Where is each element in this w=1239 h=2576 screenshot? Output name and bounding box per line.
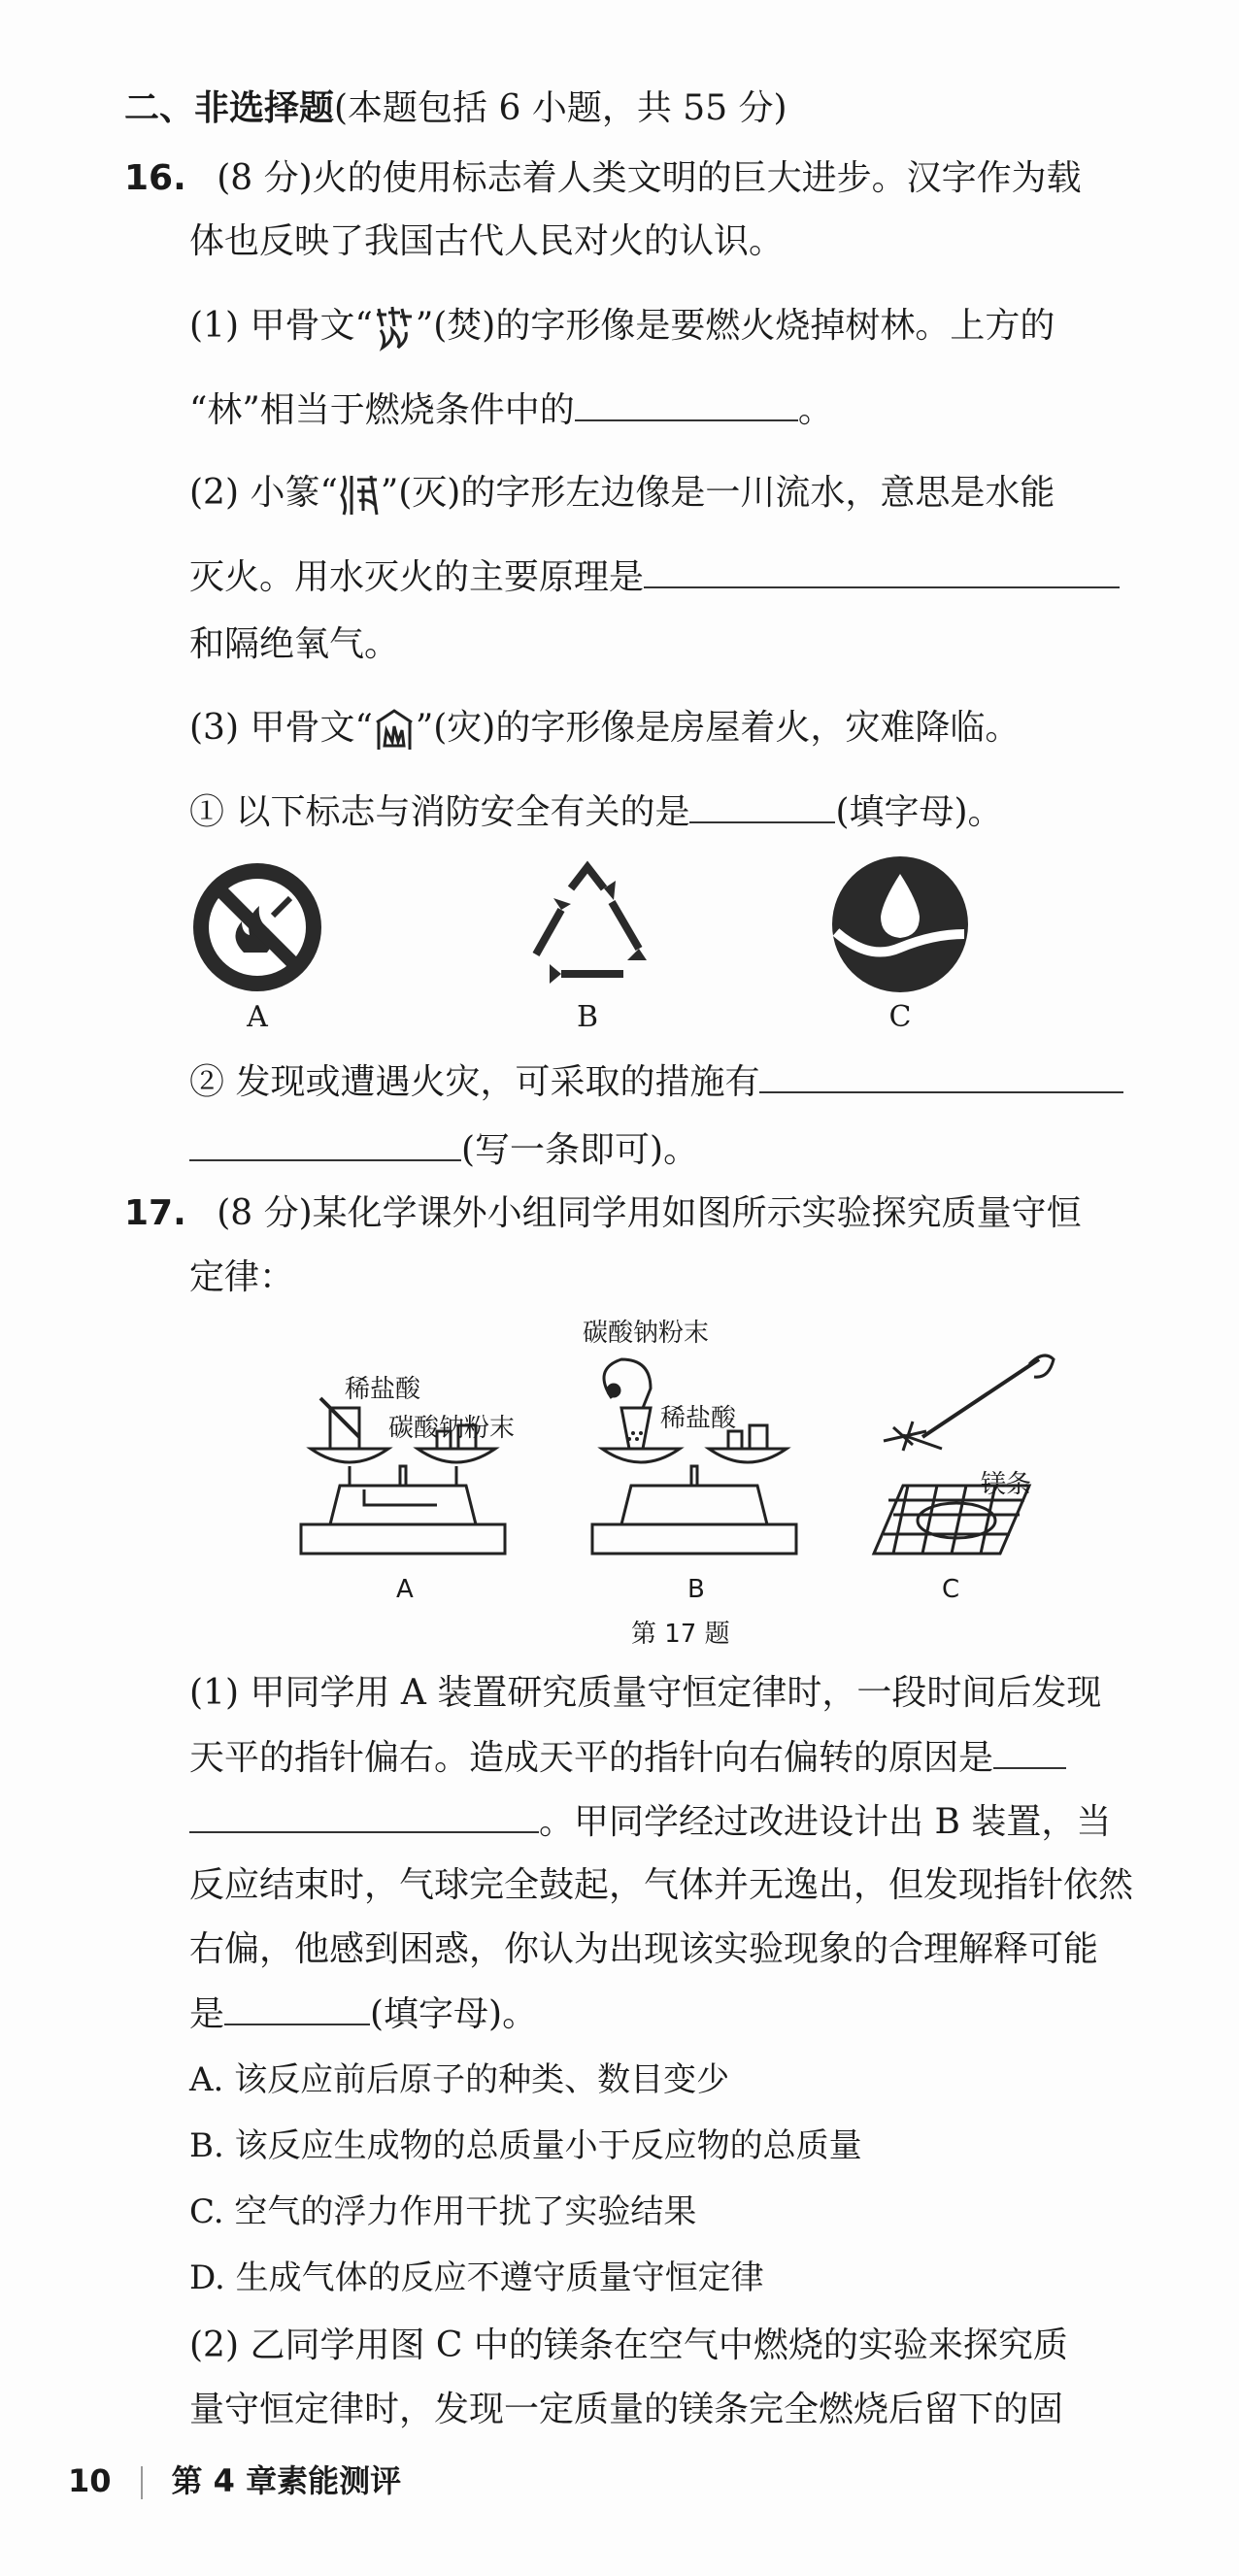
q17-part2-line-2: 量守恒定律时，发现一定质量的镁条完全燃烧后留下的固 <box>189 2390 1064 2429</box>
section-title <box>124 85 787 132</box>
q17-p1-answer-blank-2[interactable] <box>189 1798 539 1833</box>
q17-p1-text-6b: (填字母)。 <box>370 1994 538 2034</box>
label-c-magnesium-ribbon: 镁条 <box>981 1470 1032 1499</box>
apparatus-b-balance-icon <box>583 1350 806 1563</box>
q16-p1-text-c: “林”相当于燃烧条件中的 <box>189 390 575 430</box>
q17-choice-a: A. 该反应前后原子的种类、数目变少 <box>189 2060 730 2099</box>
q16-part2-line-1 <box>189 470 1055 519</box>
apparatus-c-caption: C <box>942 1575 960 1604</box>
q16-part3-line-1 <box>189 705 1020 753</box>
q17-intro-1: (8 分)某化学课外小组同学用如图所示实验探究质量守恒 <box>217 1193 1082 1233</box>
q16-p3-text-a: (3) 甲骨文“ <box>189 708 373 748</box>
q16-p1-answer-blank[interactable] <box>575 386 798 421</box>
q16-p3-q2-answer-blank-2[interactable] <box>189 1126 461 1161</box>
mie-seal-glyph-icon <box>338 472 381 519</box>
footer-separator <box>141 2466 143 2499</box>
q16-p3-text-b: ”(灾)的字形像是房屋着火，灾难降临。 <box>415 708 1021 748</box>
q17-p1-text-2: 天平的指针偏右。造成天平的指针向右偏转的原因是 <box>189 1738 994 1778</box>
q16-p3-q2-answer-blank-1[interactable] <box>759 1058 1123 1093</box>
sign-a-no-fire-icon <box>189 859 325 995</box>
q16-p1-end: 。 <box>797 390 833 430</box>
q17-number: 17. <box>124 1193 186 1233</box>
q16-p1-text-a: (1) 甲骨文“ <box>189 306 373 346</box>
q17-p1-text-3: 。甲同学经过改进设计出 B 装置，当 <box>539 1802 1112 1842</box>
q16-p2-answer-blank[interactable] <box>644 553 1120 588</box>
q16-part1-line-1 <box>189 303 1055 351</box>
q16-part2-line-3: 和隔绝氧气。 <box>189 624 400 664</box>
q16-p3-q1-text-b: (填字母)。 <box>835 792 1003 832</box>
q17-part1-line-3 <box>189 1798 1111 1846</box>
sign-b-label: B <box>576 1000 599 1034</box>
q16-p2-text-c: 灭火。用水灭火的主要原理是 <box>189 557 645 597</box>
q17-p1-answer-blank-1[interactable] <box>993 1734 1066 1769</box>
q17-part1-line-1: (1) 甲同学用 A 装置研究质量守恒定律时，一段时间后发现 <box>189 1673 1102 1713</box>
fen-oracle-glyph-icon <box>373 305 416 351</box>
q17-part1-line-2 <box>189 1734 1066 1782</box>
q17-p1-text-6a: 是 <box>189 1994 225 2034</box>
page-footer <box>68 2457 401 2501</box>
q17-choice-d: D. 生成气体的反应不遵守质量守恒定律 <box>189 2258 764 2297</box>
q17-intro-line-1 <box>124 1190 1082 1237</box>
sign-b-recycle-icon <box>515 859 660 995</box>
q16-p2-text-b: ”(灭)的字形左边像是一川流水，意思是水能 <box>380 473 1055 513</box>
q16-number: 16. <box>124 158 186 198</box>
section-note: (本题包括 6 小题，共 55 分) <box>334 88 787 128</box>
q16-part3-q1 <box>189 788 1003 836</box>
apparatus-c-burning-magnesium-icon <box>864 1321 1058 1563</box>
q17-part1-line-6 <box>189 1991 537 2038</box>
q16-intro-line-2: 体也反映了我国古代人民对火的认识。 <box>189 221 785 261</box>
q17-part1-line-4: 反应结束时，气球完全鼓起，气体并无逸出，但发现指针依然 <box>189 1865 1134 1905</box>
section-title-text: 二、非选择题 <box>124 88 335 128</box>
label-b-dilute-hcl: 稀盐酸 <box>660 1404 737 1433</box>
chapter-title: 第 4 章素能测评 <box>171 2462 402 2499</box>
q16-p3-q1-text-a: ① 以下标志与消防安全有关的是 <box>189 792 690 832</box>
q16-p2-text-a: (2) 小篆“ <box>189 473 338 513</box>
q16-intro-line-1 <box>124 155 1082 202</box>
apparatus-b-caption: B <box>687 1575 705 1604</box>
q17-choice-c: C. 空气的浮力作用干扰了实验结果 <box>189 2192 697 2231</box>
q16-part3-q2-line-2 <box>189 1126 698 1174</box>
figure-caption: 第 17 题 <box>631 1620 730 1649</box>
q17-intro-line-2: 定律： <box>189 1257 295 1297</box>
label-a-dilute-hcl: 稀盐酸 <box>345 1375 421 1404</box>
q16-p3-q2-text-b: (写一条即可)。 <box>461 1130 699 1170</box>
label-a-sodium-carbonate: 碳酸钠粉末 <box>388 1414 516 1443</box>
q17-part1-line-5: 右偏，他感到困惑，你认为出现该实验现象的合理解释可能 <box>189 1929 1099 1969</box>
q16-part2-line-2 <box>189 553 1120 601</box>
q16-part1-line-2 <box>189 386 833 434</box>
page-number: 10 <box>68 2462 112 2499</box>
sign-a-label: A <box>247 1000 268 1034</box>
label-b-sodium-carbonate: 碳酸钠粉末 <box>583 1319 710 1348</box>
q17-p1-choice-blank[interactable] <box>224 1991 370 2025</box>
q17-part2-line-1: (2) 乙同学用图 C 中的镁条在空气中燃烧的实验来探究质 <box>189 2325 1068 2365</box>
sign-c-water-saving-icon <box>830 854 971 995</box>
q16-part3-q2-line-1 <box>189 1058 1123 1106</box>
q16-p3-q2-text-a: ② 发现或遭遇火灾，可采取的措施有 <box>189 1062 760 1102</box>
q16-p3-q1-answer-blank[interactable] <box>689 788 835 823</box>
zai-oracle-glyph-icon <box>373 707 416 753</box>
q16-p1-text-b: ”(焚)的字形像是要燃火烧掉树林。上方的 <box>415 306 1055 346</box>
q17-figure <box>291 1311 1068 1660</box>
q16-intro-1: (8 分)火的使用标志着人类文明的巨大进步。汉字作为载 <box>217 158 1082 198</box>
apparatus-a-caption: A <box>396 1575 414 1604</box>
q17-choice-b: B. 该反应生成物的总质量小于反应物的总质量 <box>189 2126 862 2165</box>
sign-c-label: C <box>888 1000 912 1034</box>
